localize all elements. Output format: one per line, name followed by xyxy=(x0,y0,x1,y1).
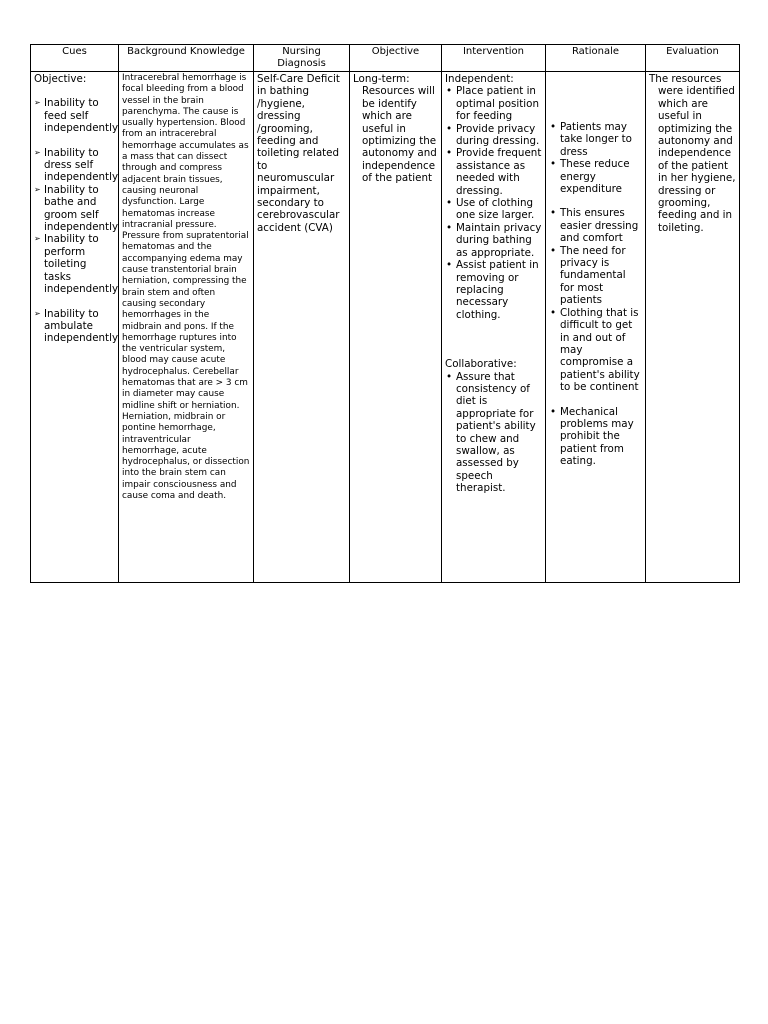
nursing-care-plan-table xyxy=(30,44,740,583)
header-nursing-diagnosis: Nursing Diagnosis xyxy=(254,45,350,72)
cues-heading: Objective: xyxy=(34,73,87,85)
cue-item: ➢ Inability to ambulate independently xyxy=(34,308,115,345)
independent-heading: Independent: xyxy=(445,73,514,85)
header-rationale: Rationale xyxy=(546,45,646,72)
intervention-item: • Assure that consistency of diet is appropriate for patient's ability to chew and swallow, as assessed by speech therapist. xyxy=(445,371,542,495)
rationale-list xyxy=(549,121,642,468)
intervention-item: • Use of clothing one size larger. xyxy=(445,197,542,222)
evaluation-text: The resources were identified which are useful in optimizing the autonomy and independence of the patient in her hygiene, dressing or grooming, feeding and in toileting. xyxy=(649,73,736,234)
collaborative-list xyxy=(445,371,542,495)
nursing-diagnosis-cell: Self-Care Deficit in bathing /hygiene, dressing /grooming, feeding and toileting related to neuromuscular impairment, secondary to cerebrovascular accident (CVA) xyxy=(254,72,350,583)
independent-list xyxy=(445,85,542,321)
intervention-item: • Provide frequent assistance as needed with dressing. xyxy=(445,147,542,197)
cue-item: ➢ Inability to feed self independently xyxy=(34,97,115,134)
header-row xyxy=(31,45,740,72)
rationale-cell xyxy=(546,72,646,583)
cues-list xyxy=(34,97,119,345)
rationale-item: • Mechanical problems may prohibit the patient from eating. xyxy=(549,406,642,468)
header-evaluation: Evaluation xyxy=(646,45,740,72)
header-background-knowledge: Background Knowledge xyxy=(119,45,254,72)
header-cues: Cues xyxy=(31,45,119,72)
cue-item: ➢ Inability to perform toileting tasks independently xyxy=(34,233,115,295)
header-intervention: Intervention xyxy=(442,45,546,72)
content-row xyxy=(31,72,740,583)
objective-text: Long-term: Resources will be identify which are useful in optimizing the autonomy and independence of the patient xyxy=(353,73,437,185)
intervention-cell xyxy=(442,72,546,583)
header-objective: Objective xyxy=(350,45,442,72)
cue-item: ➢ Inability to bathe and groom self independently xyxy=(34,184,115,234)
rationale-item: • This ensures easier dressing and comfort xyxy=(549,207,642,244)
rationale-item: • Patients may take longer to dress xyxy=(549,121,642,158)
evaluation-cell xyxy=(646,72,740,583)
intervention-item: • Provide privacy during dressing. xyxy=(445,123,542,148)
intervention-item: • Assist patient in removing or replacing necessary clothing. xyxy=(445,259,542,321)
intervention-item: • Maintain privacy during bathing as appropriate. xyxy=(445,222,542,259)
rationale-item: • These reduce energy expenditure xyxy=(549,158,642,195)
cue-item: ➢ Inability to dress self independently xyxy=(34,147,115,184)
collaborative-heading: Collaborative: xyxy=(445,358,517,371)
background-knowledge-cell: Intracerebral hemorrhage is focal bleeding from a blood vessel in the brain parenchyma. The cause is usually hypertension. Blood from an intracerebral hemorrhage accumulates as a mass that can dissect through and compress adjacent brain tissues, causing neuronal dysfunction. Large hematomas increase intracranial pressure. Pressure from supratentorial hematomas and the accompanying edema may cause transtentorial brain herniation, compressing the brain stem and often causing secondary hemorrhages in the midbrain and pons. If the hemorrhage ruptures into the ventricular system, blood may cause acute hydrocephalus. Cerebellar hematomas that are > 3 cm in diameter may cause midline shift or herniation. Herniation, midbrain or pontine hemorrhage, intraventricular hemorrhage, acute hydrocephalus, or dissection into the brain stem can impair consciousness and cause coma and death. xyxy=(119,72,254,583)
cues-cell xyxy=(31,72,119,583)
objective-cell xyxy=(350,72,442,583)
intervention-item: • Place patient in optimal position for feeding xyxy=(445,85,542,122)
rationale-item: • Clothing that is difficult to get in and out of may compromise a patient's ability to be continent xyxy=(549,307,642,394)
rationale-item: • The need for privacy is fundamental for most patients xyxy=(549,245,642,307)
